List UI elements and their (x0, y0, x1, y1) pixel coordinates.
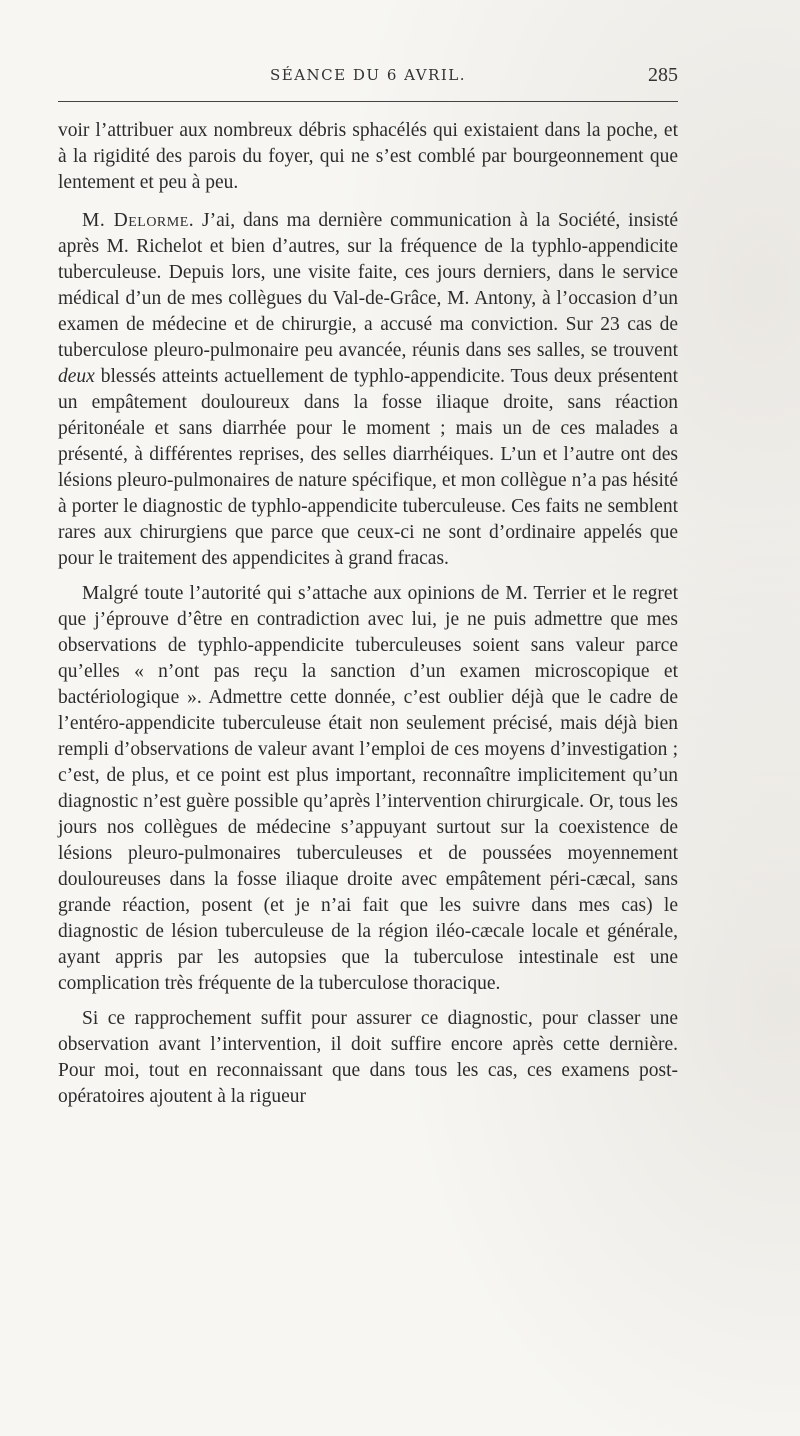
page-number: 285 (648, 64, 678, 86)
header-rule (58, 101, 678, 102)
page-header (58, 66, 678, 90)
italic-word: deux (58, 366, 95, 387)
paragraph-rapprochement: Si ce rapprochement suffit pour assurer ce diagnostic, pour classer une observation avant l’intervention, il doit suffire encore après cette dernière. Pour moi, tout en reconnaissant que dans tous les cas, ces examens post-opératoires ajoutent à la rigueur (58, 1008, 678, 1107)
body-text (58, 118, 678, 1110)
paragraph-text-part: J’ai, dans ma dernière communication à la Société, insisté après M. Richelot et bien d’autres, sur la fréquence de la typhlo-appendicite tuberculeuse. Depuis lors, une visite faite, ces jours derniers, dans le service médical d’un de mes collègues du Val-de-Grâce, M. Antony, à l’occasion d’un examen de médecine et de chirurgie, a accusé ma conviction. Sur 23 cas de tuberculose pleuro-pulmonaire peu avancée, réunis dans ses salles, se trouvent (58, 210, 678, 361)
running-title: SÉANCE DU 6 AVRIL. (270, 66, 466, 84)
speaker-name: M. Delorme. (82, 210, 195, 231)
paragraph-terrier: Malgré toute l’autorité qui s’attache aux opinions de M. Terrier et le regret que j’éprouve d’être en contradiction avec lui, je ne puis admettre que mes observations de typhlo-appendicite tuberculeuses soient sans valeur parce qu’elles « n’ont pas reçu la sanction d’un examen microscopique et bactériologique ». Admettre cette donnée, c’est oublier déjà que le cadre de l’entéro-appendicite tuberculeuse était non seulement précisé, mais déjà bien rempli d’observations de valeur avant l’emploi de ces moyens d’investigation ; c’est, de plus, et ce point est plus important, reconnaître implicitement qu’un diagnostic n’est guère possible qu’après l’intervention chirurgicale. Or, tous les jours nos collègues de médecine s’appuyant surtout sur la coexistence de lésions pleuro-pulmonaires tuberculeuses et de poussées moyennement douloureuses dans la fosse iliaque droite avec empâtement péri-cæcal, sans grande réaction, posent (et je n’ai fait que les suivre dans mes cas) le diagnostic de lésion tuberculeuse de la région iléo-cæcale locale et générale, ayant appris par les autopsies que la tuberculose intestinale est une complication très fréquente de la tuberculose thoracique. (58, 583, 678, 994)
paragraph-delorme (58, 208, 678, 572)
paragraph-continuation: voir l’attribuer aux nombreux débris sphacélés qui existaient dans la poche, et à la rigidité des parois du foyer, qui ne s’est comblé par bourgeonnement que lentement et peu à peu. (58, 120, 678, 193)
paragraph-text-part: blessés atteints actuellement de typhlo-appendicite. Tous deux présentent un empâtement douloureux dans la fosse iliaque droite, sans réaction péritonéale et sans diarrhée pour le moment ; mais un de ces malades a présenté, à différentes reprises, des selles diarrhéiques. L’un et l’autre ont des lésions pleuro-pulmonaires de nature spécifique, et mon collègue n’a pas hésité à porter le diagnostic de typhlo-appendicite tuberculeuse. Ces faits ne semblent rares aux chirurgiens que parce que ceux-ci ne sont d’ordinaire appelés que pour le traitement des appendicites à grand fracas. (58, 366, 678, 569)
